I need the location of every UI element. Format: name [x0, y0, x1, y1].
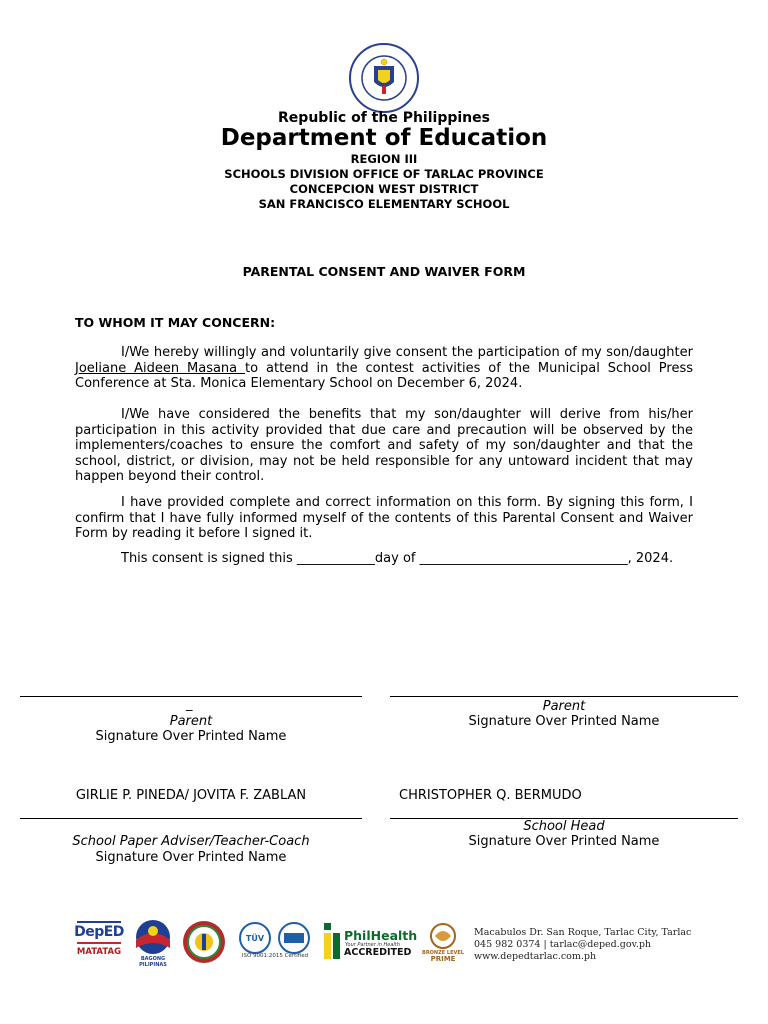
advisers-role: School Paper Adviser/Teacher-Coach: [72, 834, 310, 849]
school-head-name: CHRISTOPHER Q. BERMUDO: [399, 788, 582, 803]
prime-text: PRIME: [430, 955, 456, 963]
office-contact-block: [474, 927, 691, 963]
school-head-role: School Head: [523, 819, 605, 834]
advisers-name: GIRLIE P. PINEDA/ JOVITA F. ZABLAN: [75, 788, 307, 803]
office-address: Macabulos Dr. San Roque, Tarlac City, Tarlac: [474, 927, 692, 938]
matatag-logo-text: MATATAG: [76, 947, 122, 957]
deped-seal-icon: [348, 42, 420, 114]
svg-text:TÜV: TÜV: [245, 934, 265, 943]
philhealth-accredited-text: ACCREDITED: [344, 947, 412, 958]
benefits-paragraph: I/We have considered the benefits that my son/daughter will derive from his/her participation in this activity provided that due care and precaution will be observed by the implementers/coaches to ensure the comfort and safety of my son/daughter and that the school, district, or division, may not be held responsible for any untoward incident that may happen beyond their control.: [75, 407, 693, 485]
philhealth-accredited-logo-icon: [322, 921, 418, 961]
division-heading: SCHOOLS DIVISION OFFICE OF TARLAC PROVINCE: [224, 167, 544, 181]
bagong-pilipinas-text: BAGONG PILIPINAS: [139, 956, 167, 968]
philhealth-text: PhilHealth: [344, 928, 418, 943]
republic-heading: Republic of the Philippines: [278, 110, 490, 126]
school-heading: SAN FRANCISCO ELEMENTARY SCHOOL: [258, 197, 510, 211]
advisers-caption: Signature Over Printed Name: [95, 850, 287, 865]
parent-1-role: Parent: [169, 714, 213, 729]
iso-certified-text: ISO 9001:2015 Certified: [241, 953, 309, 959]
iso-certification-logo-icon: [237, 922, 313, 962]
parent-2-signature-line[interactable]: [390, 696, 738, 697]
consent-paragraph: [75, 345, 693, 392]
child-name: Joeliane Aideen Masana: [75, 360, 246, 376]
consent-text-after: to attend in the contest activities of the Municipal School Press Conference at Sta. Monica Elementary School on December 6, 2024.: [75, 360, 693, 392]
salutation: TO WHOM IT MAY CONCERN:: [75, 315, 276, 330]
department-heading: Department of Education: [220, 125, 548, 151]
bagong-pilipinas-logo-icon: [130, 918, 176, 966]
deped-logo-text: DepED: [74, 924, 124, 940]
form-title: PARENTAL CONSENT AND WAIVER FORM: [242, 264, 526, 279]
office-website[interactable]: www.depedtarlac.com.ph: [474, 951, 597, 962]
parent-2-caption: Signature Over Printed Name: [468, 714, 660, 729]
information-paragraph: I have provided complete and correct information on this form. By signing this form, I confirm that I have fully informed myself of the contents of this Parental Consent and Waiver Form by reading it before I signed it.: [75, 495, 693, 542]
school-division-seal-icon: [182, 920, 226, 964]
region-heading: REGION III: [350, 152, 418, 166]
district-heading: CONCEPCION WEST DISTRICT: [289, 182, 479, 196]
deped-matatag-logo-icon: [74, 920, 124, 966]
signed-date-paragraph: This consent is signed this ____________day of ________________________________, 2024.: [121, 551, 674, 566]
parent-1-caption: Signature Over Printed Name: [95, 729, 287, 744]
advisers-signature-line[interactable]: [20, 818, 362, 819]
parent-2-role: Parent: [542, 699, 586, 714]
bronze-level-text: BRONZE LEVEL: [422, 950, 464, 956]
parent-1-line-continuation: _: [186, 697, 193, 712]
philhealth-tagline: Your Partner in Health: [345, 942, 400, 948]
consent-text-before: I/We hereby willingly and voluntarily give consent the participation of my son/daughter: [121, 345, 693, 360]
school-head-caption: Signature Over Printed Name: [468, 834, 660, 849]
bronze-level-prime-logo-icon: [418, 922, 468, 966]
office-phone-email[interactable]: 045 982 0374 | tarlac@deped.gov.ph: [474, 939, 652, 950]
